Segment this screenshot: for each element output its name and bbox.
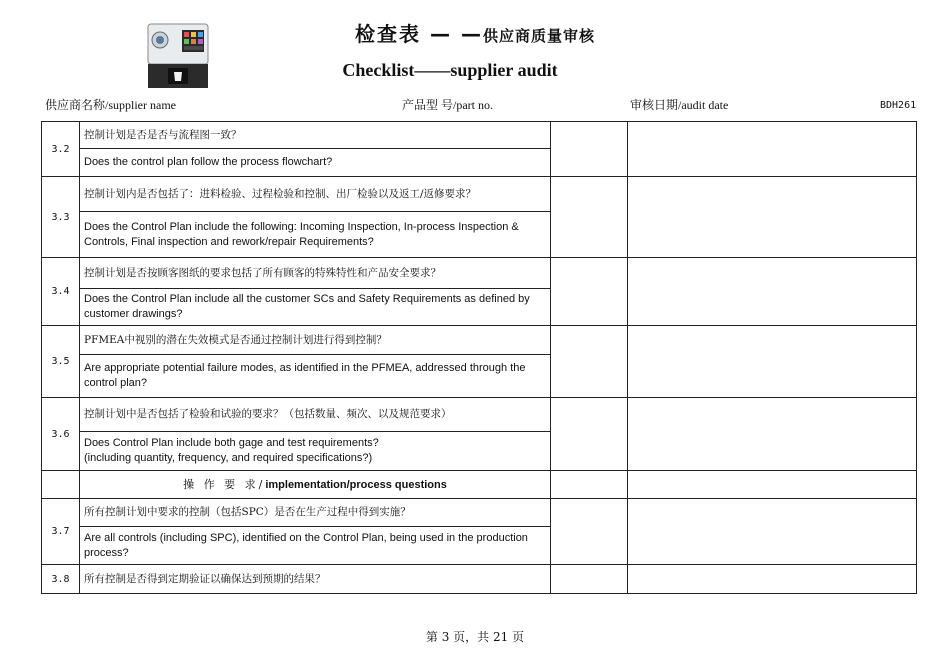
section-blank	[42, 471, 80, 499]
question-en: Does the Control Plan include all the customer SCs and Safety Requirements as defined by customer drawings?	[80, 289, 551, 326]
section-title-en: implementation/process questions	[265, 478, 447, 491]
remark-cell[interactable]	[628, 565, 917, 594]
question-en: Are all controls (including SPC), identified on the Control Plan, being used in the production process?	[80, 527, 551, 565]
table-row	[42, 499, 917, 527]
question-en: Does Control Plan include both gage and test requirements? (including quantity, frequency, and required specifications?)	[80, 432, 551, 471]
title-chinese: 检查表 — —供应商质量审核	[355, 22, 595, 46]
remark-cell[interactable]	[628, 122, 917, 177]
table-row	[42, 326, 917, 355]
table-row	[42, 398, 917, 432]
title-chinese-sub: 供应商质量审核	[482, 27, 595, 45]
table-row	[42, 177, 917, 212]
section-title-cn: 操 作 要 求/	[183, 477, 266, 491]
question-en: Does the Control Plan include the following: Incoming Inspection, In-process Inspection & Controls, Final inspection and rework/repair Requirements?	[80, 212, 551, 258]
question-en: Does the control plan follow the process flowchart?	[80, 149, 551, 177]
result-cell[interactable]	[551, 122, 628, 177]
question-cn: PFMEA中视别的潜在失效模式是否通过控制计划进行得到控制？	[80, 326, 551, 355]
result-cell[interactable]	[551, 326, 628, 398]
title-english: Checklist——supplier audit	[342, 60, 558, 80]
question-en: Are appropriate potential failure modes, as identified in the PFMEA, addressed through the control plan?	[80, 355, 551, 398]
result-cell[interactable]	[551, 177, 628, 258]
section-title	[80, 471, 551, 499]
result-cell[interactable]	[551, 398, 628, 471]
question-cn: 控制计划中是否包括了检验和试验的要求？（包括数量、频次、以及规范要求）	[80, 398, 551, 432]
section-header-row	[42, 471, 917, 499]
supplier-name-label: 供应商名称/supplier name	[45, 98, 176, 112]
remark-cell[interactable]	[628, 326, 917, 398]
question-cn: 控制计划内是否包括了：进料检验、过程检验和控制、出厂检验以及返工/返修要求？	[80, 177, 551, 212]
item-number: 3.4	[42, 258, 80, 326]
remark-cell[interactable]	[628, 398, 917, 471]
item-number: 3.3	[42, 177, 80, 258]
page-footer: 第 3 页，共 21 页	[425, 630, 525, 644]
question-cn: 所有控制是否得到定期验证以确保达到预期的结果？	[80, 565, 551, 594]
result-cell[interactable]	[551, 471, 628, 499]
question-cn: 控制计划是否按顾客图纸的要求包括了所有顾客的特殊特性和产品安全要求？	[80, 258, 551, 289]
item-number: 3.5	[42, 326, 80, 398]
audit-date-label: 审核日期/audit date	[630, 98, 729, 112]
table-row	[42, 122, 917, 149]
result-cell[interactable]	[551, 499, 628, 565]
item-number: 3.8	[42, 565, 80, 594]
remark-cell[interactable]	[628, 258, 917, 326]
question-cn: 控制计划是否是否与流程图一致？	[80, 122, 551, 149]
table-row	[42, 565, 917, 594]
remark-cell[interactable]	[628, 471, 917, 499]
item-number: 3.2	[42, 122, 80, 177]
document-code: BDH261	[880, 100, 917, 111]
item-number: 3.7	[42, 499, 80, 565]
item-number: 3.6	[42, 398, 80, 471]
result-cell[interactable]	[551, 565, 628, 594]
question-cn: 所有控制计划中要求的控制（包括SPC）是否在生产过程中得到实施？	[80, 499, 551, 527]
remark-cell[interactable]	[628, 177, 917, 258]
table-row	[42, 258, 917, 289]
remark-cell[interactable]	[628, 499, 917, 565]
checklist-table	[41, 121, 917, 594]
result-cell[interactable]	[551, 258, 628, 326]
part-no-label: 产品型 号/part no.	[402, 98, 493, 112]
